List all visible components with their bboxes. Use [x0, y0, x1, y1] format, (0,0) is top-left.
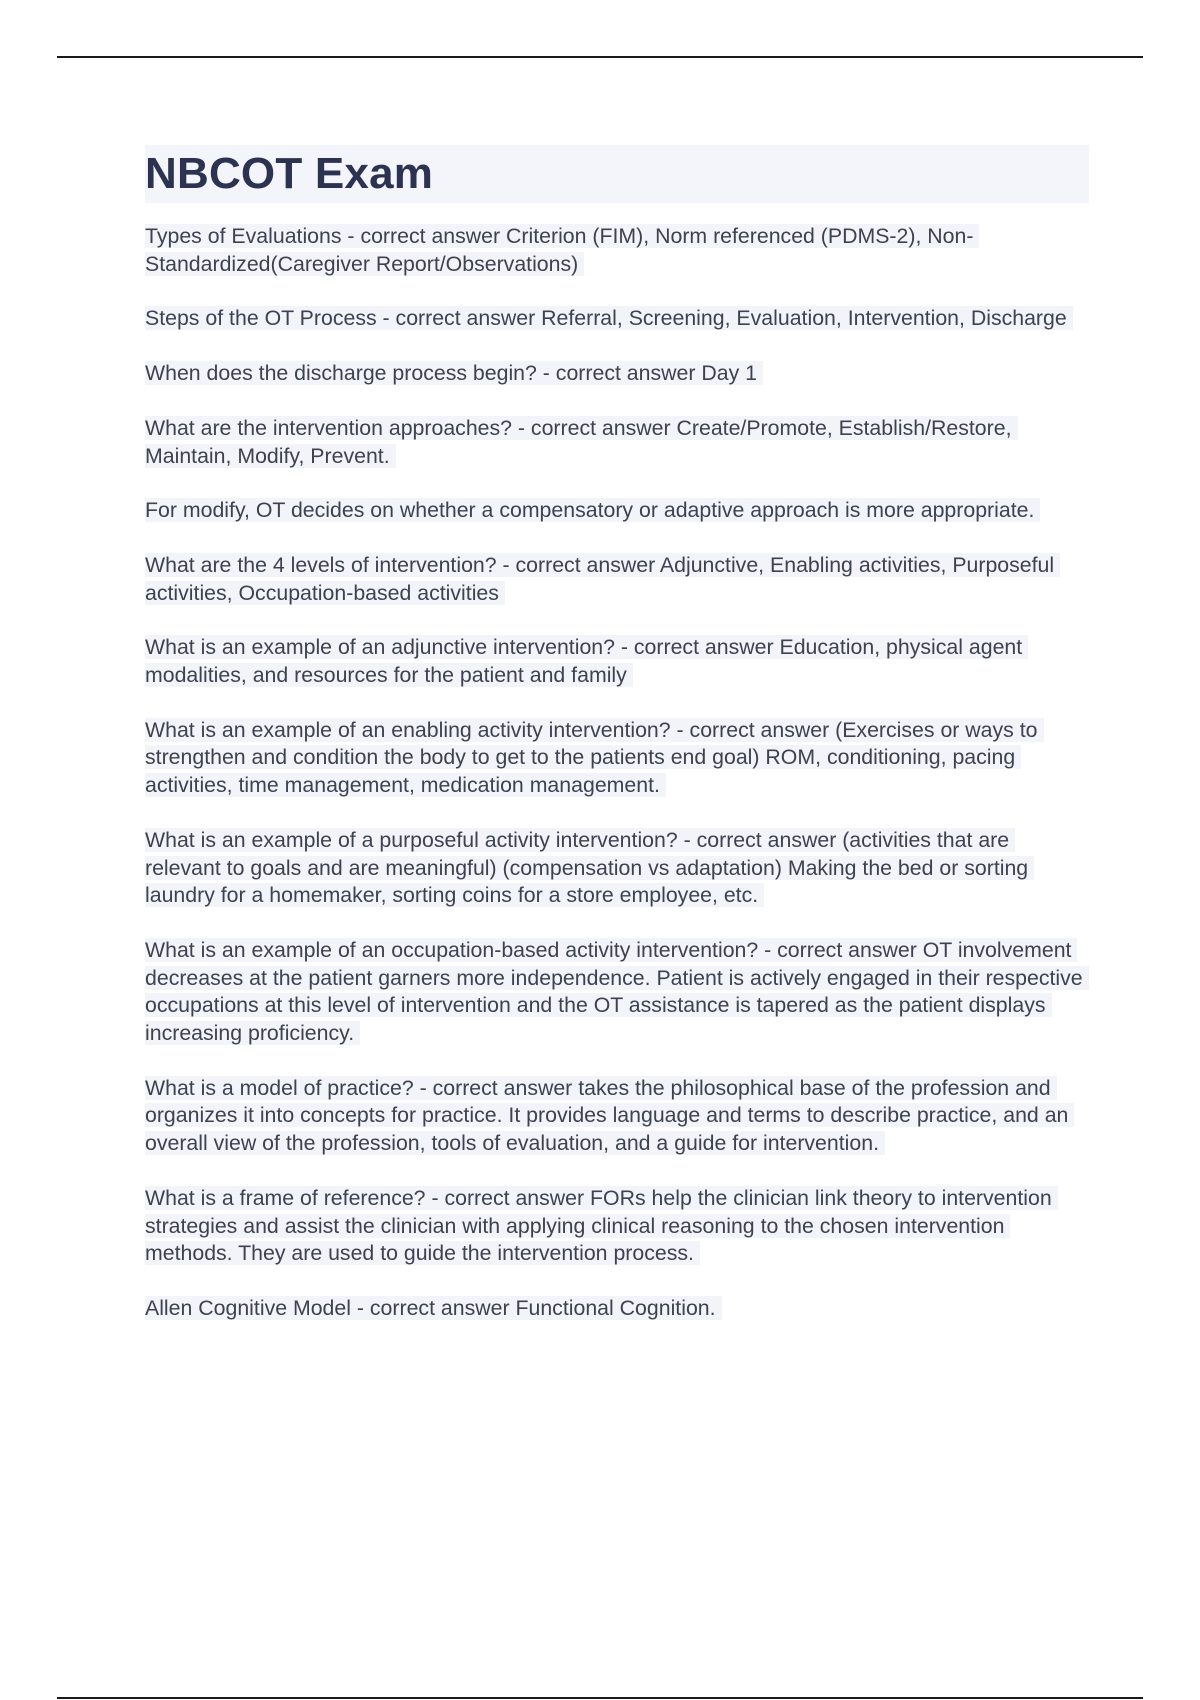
- list-item: [145, 937, 1089, 1048]
- list-item: [145, 360, 1089, 388]
- entry-text: What are the 4 levels of intervention? - correct answer Adjunctive, Enabling activities, Purposeful activities, Occupation-based activities: [145, 553, 1060, 605]
- title-band: [145, 145, 1089, 203]
- list-item: [145, 1185, 1089, 1268]
- entry-text: What is an example of an adjunctive intervention? - correct answer Education, physical agent modalities, and resources for the patient and family: [145, 635, 1028, 687]
- entry-text: Steps of the OT Process - correct answer Referral, Screening, Evaluation, Intervention, Discharge: [145, 306, 1073, 330]
- entry-list: [145, 223, 1089, 1350]
- document-body: [145, 145, 1089, 1350]
- list-item: [145, 552, 1089, 607]
- footer-rule: [57, 1697, 1143, 1699]
- page-title: NBCOT Exam: [145, 149, 434, 198]
- entry-text: What is a frame of reference? - correct answer FORs help the clinician link theory to intervention strategies and assist the clinician with applying clinical reasoning to the chosen intervention methods. They are used to guide the intervention process.: [145, 1186, 1058, 1265]
- entry-text: For modify, OT decides on whether a compensatory or adaptive approach is more appropriate.: [145, 498, 1040, 522]
- entry-text: What is an example of an occupation-based activity intervention? - correct answer OT involvement decreases at the patient garners more independence. Patient is actively engaged in their respective occupations at this level of intervention and the OT assistance is tapered as the patient displays increasing proficiency.: [145, 938, 1089, 1045]
- list-item: [145, 827, 1089, 910]
- entry-text: What are the intervention approaches? - correct answer Create/Promote, Establish/Restore, Maintain, Modify, Prevent.: [145, 416, 1018, 468]
- list-item: [145, 497, 1089, 525]
- entry-text: What is an example of a purposeful activity intervention? - correct answer (activities that are relevant to goals and are meaningful) (compensation vs adaptation) Making the bed or sorting laundry for a homemaker, sorting coins for a store employee, etc.: [145, 828, 1034, 907]
- list-item: [145, 305, 1089, 333]
- list-item: [145, 415, 1089, 470]
- entry-text: Allen Cognitive Model - correct answer Functional Cognition.: [145, 1296, 722, 1320]
- entry-text: Types of Evaluations - correct answer Criterion (FIM), Norm referenced (PDMS-2), Non-Standardized(Caregiver Report/Observations): [145, 224, 979, 276]
- header-rule: [57, 56, 1143, 58]
- entry-text: When does the discharge process begin? - correct answer Day 1: [145, 361, 763, 385]
- list-item: [145, 717, 1089, 800]
- list-item: [145, 634, 1089, 689]
- list-item: [145, 1295, 1089, 1323]
- entry-text: What is a model of practice? - correct answer takes the philosophical base of the profession and organizes it into concepts for practice. It provides language and terms to describe practice, and an overall view of the profession, tools of evaluation, and a guide for intervention.: [145, 1076, 1074, 1155]
- list-item: [145, 1075, 1089, 1158]
- list-item: [145, 223, 1089, 278]
- entry-text: What is an example of an enabling activity intervention? - correct answer (Exercises or ways to strengthen and condition the body to get to the patients end goal) ROM, conditioning, pacing activities, time management, medication management.: [145, 718, 1044, 797]
